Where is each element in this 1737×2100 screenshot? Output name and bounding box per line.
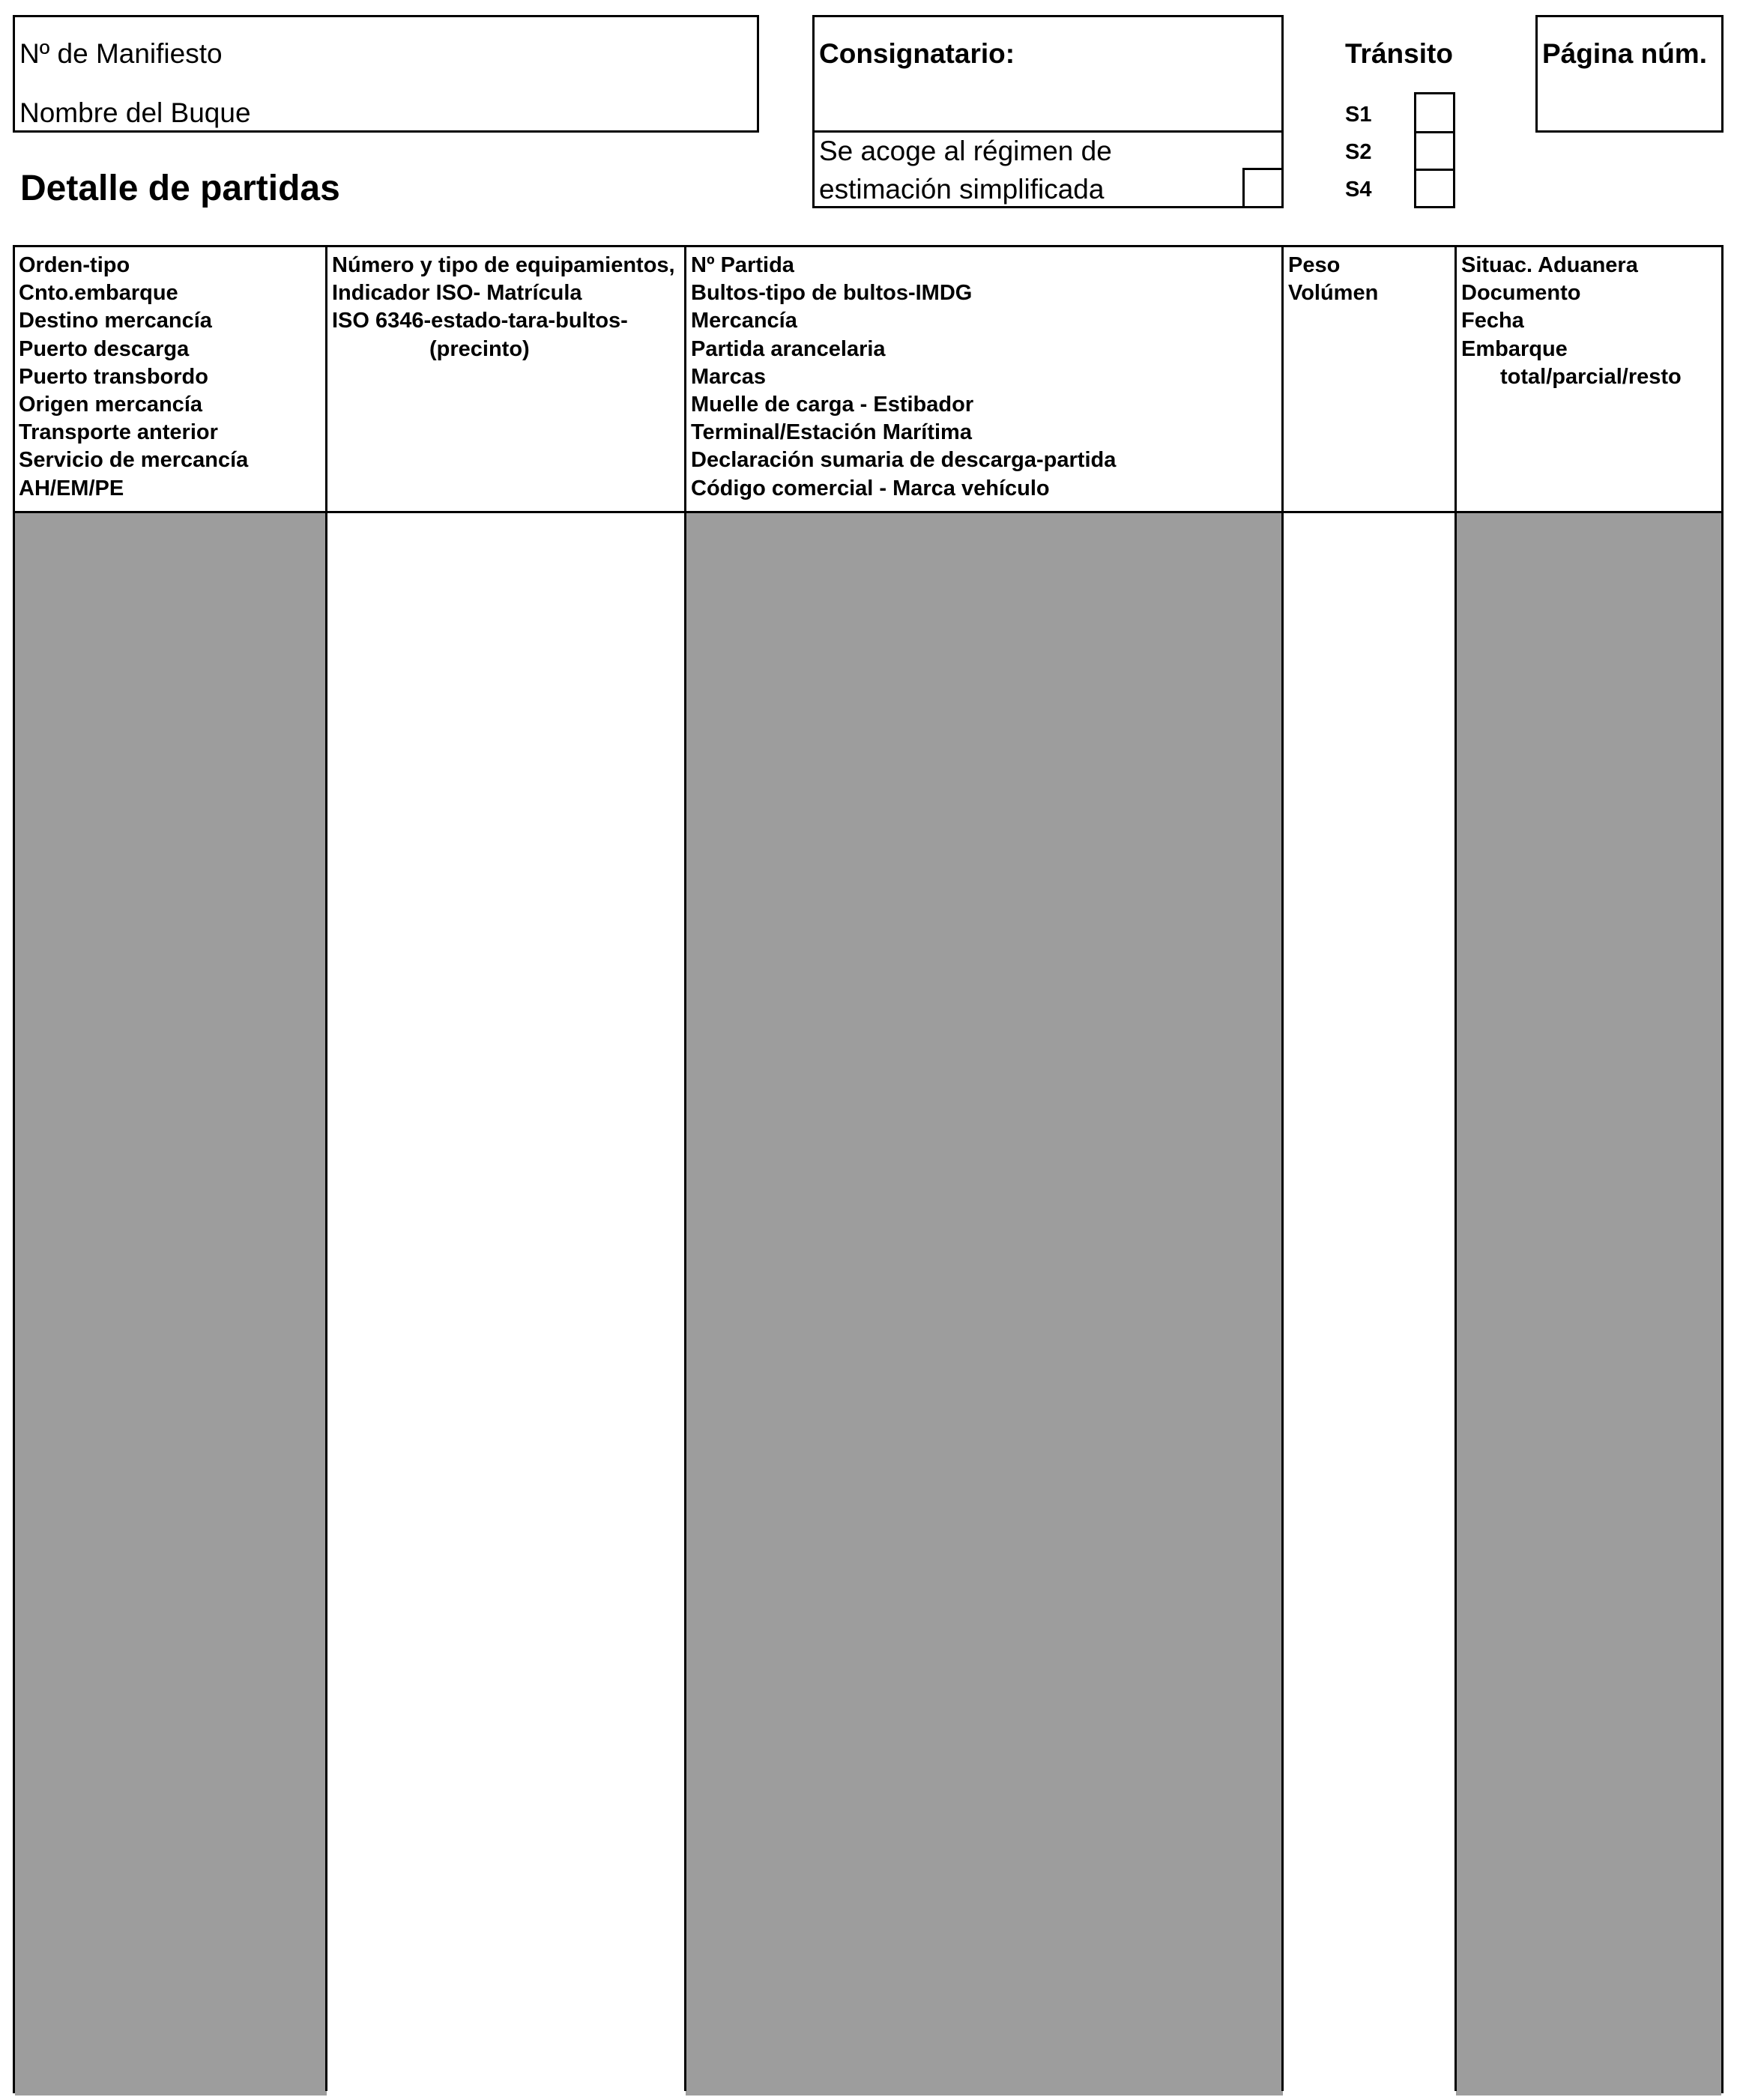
table-header-divider xyxy=(15,511,1721,513)
simplified-regime-checkbox[interactable] xyxy=(1242,168,1284,208)
items-table xyxy=(13,245,1724,2093)
column-1-header: Orden-tipo Cnto.embarque Destino mercancía Puerto descarga Puerto transbordo Origen mercancía Transporte anterior Servicio de mercancía AH/EM/PE xyxy=(19,253,249,500)
column-2-header: Número y tipo de equipamientos, Indicador ISO- Matrícula ISO 6346-estado-tara-bultos- (precinto) xyxy=(332,253,675,361)
transit-option-s1-label: S1 xyxy=(1345,103,1372,127)
consignee-divider xyxy=(812,130,1284,133)
section-title: Detalle de partidas xyxy=(20,169,340,208)
column-divider-2 xyxy=(684,247,686,2091)
vessel-name-label: Nombre del Buque xyxy=(19,97,251,128)
transit-checkbox-s1[interactable] xyxy=(1414,92,1455,133)
consignee-label: Consignatario: xyxy=(819,38,1015,69)
transit-option-s4-label: S4 xyxy=(1345,178,1372,202)
transit-label: Tránsito xyxy=(1345,38,1453,69)
manifest-number-label: Nº de Manifiesto xyxy=(19,38,223,69)
column-3-body[interactable] xyxy=(686,512,1283,2096)
column-2-body[interactable] xyxy=(327,512,686,2096)
column-1-body[interactable] xyxy=(15,512,327,2096)
simplified-regime-label-line1: Se acoge al régimen de xyxy=(819,136,1112,166)
column-divider-3 xyxy=(1281,247,1284,2091)
column-4-header: Peso Volúmen xyxy=(1288,253,1379,306)
transit-checkbox-s4[interactable] xyxy=(1414,169,1455,208)
column-divider-1 xyxy=(325,247,327,2091)
transit-checkbox-s2[interactable] xyxy=(1414,131,1455,171)
transit-option-s2-label: S2 xyxy=(1345,140,1372,164)
simplified-regime-label-line2: estimación simplificada xyxy=(819,174,1105,205)
column-5-body[interactable] xyxy=(1456,512,1721,2096)
column-divider-4 xyxy=(1454,247,1457,2091)
page-number-label: Página núm. xyxy=(1542,38,1707,69)
column-5-header: Situac. Aduanera Documento Fecha Embarque total/parcial/resto xyxy=(1461,253,1682,389)
page-number-box xyxy=(1535,15,1724,133)
column-3-header: Nº Partida Bultos-tipo de bultos-IMDG Mercancía Partida arancelaria Marcas Muelle de carga - Estibador Terminal/Estación Marítima Declaración sumaria de descarga-partida Código comercial - Marca vehículo xyxy=(691,253,1117,500)
column-4-body[interactable] xyxy=(1283,512,1456,2096)
